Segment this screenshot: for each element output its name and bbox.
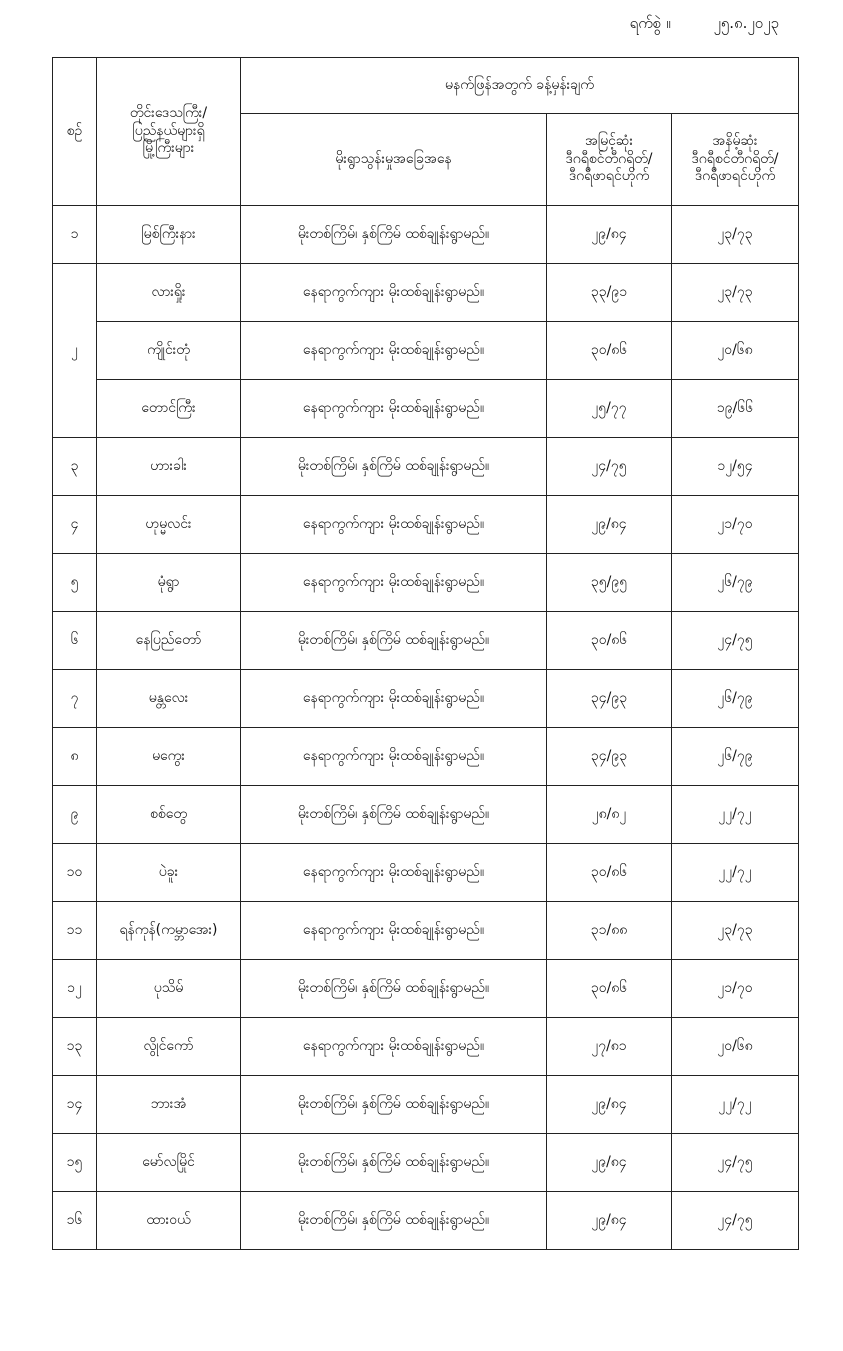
condition-cell: မိုးတစ်ကြိမ်၊ နှစ်ကြိမ် ထစ်ချုန်းရွာမည်။: [241, 960, 547, 1018]
condition-cell: မိုးတစ်ကြိမ်၊ နှစ်ကြိမ် ထစ်ချုန်းရွာမည်။: [241, 612, 547, 670]
condition-cell: နေရာကွက်ကျား မိုးထစ်ချုန်းရွာမည်။: [241, 1018, 547, 1076]
town-cell: ထားဝယ်: [97, 1192, 241, 1250]
min-temp-cell: ၂၀/၆၈: [672, 1018, 799, 1076]
table-row: [53, 844, 799, 902]
row-number: ၃: [53, 438, 97, 496]
table-row: [53, 1192, 799, 1250]
row-number: ၁၄: [53, 1076, 97, 1134]
row-number: ၁၆: [53, 1192, 97, 1250]
forecast-body: [53, 206, 799, 1250]
max-temp-cell: ၃၀/၈၆: [547, 612, 672, 670]
max-temp-cell: ၂၉/၈၄: [547, 1076, 672, 1134]
town-cell: မော်လမြိုင်: [97, 1134, 241, 1192]
table-row: [53, 322, 799, 380]
min-temp-cell: ၁၉/၆၆: [672, 380, 799, 438]
town-cell: မန္တလေး: [97, 670, 241, 728]
max-temp-cell: ၃၀/၈၆: [547, 960, 672, 1018]
row-number: ၁၃: [53, 1018, 97, 1076]
row-number: ၇: [53, 670, 97, 728]
row-number: ၉: [53, 786, 97, 844]
town-cell: ပဲခူး: [97, 844, 241, 902]
col-header-condition: မိုးရွာသွန်းမှုအခြေအနေ: [241, 114, 547, 206]
town-cell: ဘားအံ: [97, 1076, 241, 1134]
row-number: ၁: [53, 206, 97, 264]
col-header-min-line: ဒီဂရီဖာရင်ဟိုက်: [694, 168, 776, 185]
min-temp-cell: ၂၄/၇၅: [672, 1192, 799, 1250]
min-temp-cell: ၂၂/၇၂: [672, 1076, 799, 1134]
row-number: ၄: [53, 496, 97, 554]
min-temp-cell: ၂၆/၇၉: [672, 670, 799, 728]
max-temp-cell: ၂၇/၈၁: [547, 1018, 672, 1076]
col-header-town-line: တိုင်းဒေသကြီး/: [129, 105, 208, 122]
table-row: [53, 554, 799, 612]
town-cell: မြစ်ကြီးနား: [97, 206, 241, 264]
max-temp-cell: ၂၉/၈၄: [547, 496, 672, 554]
table-row: [53, 496, 799, 554]
condition-cell: နေရာကွက်ကျား မိုးထစ်ချုန်းရွာမည်။: [241, 264, 547, 322]
table-row: [53, 264, 799, 322]
min-temp-cell: ၁၂/၅၄: [672, 438, 799, 496]
min-temp-cell: ၂၆/၇၉: [672, 554, 799, 612]
condition-cell: နေရာကွက်ကျား မိုးထစ်ချုန်းရွာမည်။: [241, 902, 547, 960]
col-header-town: [97, 58, 241, 206]
town-cell: ရန်ကုန်(ကမ္ဘာအေး): [97, 902, 241, 960]
min-temp-cell: ၂၃/၇၃: [672, 206, 799, 264]
row-number: ၆: [53, 612, 97, 670]
group-header-forecast: မနက်ဖြန်အတွက် ခန့်မှန်းချက်: [241, 58, 799, 114]
condition-cell: မိုးတစ်ကြိမ်၊ နှစ်ကြိမ် ထစ်ချုန်းရွာမည်။: [241, 206, 547, 264]
table-row: [53, 438, 799, 496]
row-number: ၁၅: [53, 1134, 97, 1192]
condition-cell: နေရာကွက်ကျား မိုးထစ်ချုန်းရွာမည်။: [241, 380, 547, 438]
table-row: [53, 380, 799, 438]
max-temp-cell: ၃၄/၉၃: [547, 728, 672, 786]
min-temp-cell: ၂၂/၇၂: [672, 844, 799, 902]
col-header-town-line: ပြည်နယ်များရှိ: [132, 122, 205, 139]
max-temp-cell: ၂၉/၈၄: [547, 1134, 672, 1192]
condition-cell: နေရာကွက်ကျား မိုးထစ်ချုန်းရွာမည်။: [241, 322, 547, 380]
table-row: [53, 1134, 799, 1192]
table-row: [53, 786, 799, 844]
max-temp-cell: ၃၁/၈၈: [547, 902, 672, 960]
min-temp-cell: ၂၄/၇၅: [672, 612, 799, 670]
condition-cell: နေရာကွက်ကျား မိုးထစ်ချုန်းရွာမည်။: [241, 844, 547, 902]
row-number: ၁၂: [53, 960, 97, 1018]
min-temp-cell: ၂၂/၇၂: [672, 786, 799, 844]
row-number: ၁၁: [53, 902, 97, 960]
town-cell: မကွေး: [97, 728, 241, 786]
forecast-table: [52, 57, 799, 1250]
col-header-no: စဉ်: [53, 58, 97, 206]
max-temp-cell: ၃၅/၉၅: [547, 554, 672, 612]
table-row: [53, 1076, 799, 1134]
town-cell: ဟုမ္မလင်း: [97, 496, 241, 554]
condition-cell: မိုးတစ်ကြိမ်၊ နှစ်ကြိမ် ထစ်ချုန်းရွာမည်။: [241, 1076, 547, 1134]
condition-cell: နေရာကွက်ကျား မိုးထစ်ချုန်းရွာမည်။: [241, 670, 547, 728]
max-temp-cell: ၂၅/၇၇: [547, 380, 672, 438]
max-temp-cell: ၃၄/၉၃: [547, 670, 672, 728]
town-cell: လွိုင်ကော်: [97, 1018, 241, 1076]
table-row: [53, 960, 799, 1018]
table-row: [53, 206, 799, 264]
table-row: [53, 728, 799, 786]
col-header-max-line: ဒီဂရီဖာရင်ဟိုက်: [568, 168, 650, 185]
table-row: [53, 670, 799, 728]
town-cell: ပုသိမ်: [97, 960, 241, 1018]
col-header-max-line: ဒီဂရီစင်တီဂရိတ်/: [565, 150, 653, 167]
row-number: ၅: [53, 554, 97, 612]
town-cell: နေပြည်တော်: [97, 612, 241, 670]
table-row: [53, 1018, 799, 1076]
min-temp-cell: ၂၁/၇၀: [672, 960, 799, 1018]
town-cell: တောင်ကြီး: [97, 380, 241, 438]
date-label: ရက်စွဲ ။: [629, 14, 671, 32]
max-temp-cell: ၂၉/၈၄: [547, 1192, 672, 1250]
row-number: ၂: [53, 264, 97, 438]
max-temp-cell: ၃၃/၉၁: [547, 264, 672, 322]
max-temp-cell: ၂၈/၈၂: [547, 786, 672, 844]
max-temp-cell: ၃၀/၈၆: [547, 844, 672, 902]
town-cell: လားရှိုး: [97, 264, 241, 322]
col-header-max: [547, 114, 672, 206]
col-header-town-line: မြို့ကြီးများ: [142, 140, 195, 157]
town-cell: ကျိုင်းတုံ: [97, 322, 241, 380]
town-cell: ဟားခါး: [97, 438, 241, 496]
min-temp-cell: ၂၄/၇၅: [672, 1134, 799, 1192]
town-cell: မုံရွာ: [97, 554, 241, 612]
table-row: [53, 612, 799, 670]
max-temp-cell: ၂၄/၇၅: [547, 438, 672, 496]
min-temp-cell: ၂၃/၇၃: [672, 902, 799, 960]
condition-cell: နေရာကွက်ကျား မိုးထစ်ချုန်းရွာမည်။: [241, 554, 547, 612]
condition-cell: မိုးတစ်ကြိမ်၊ နှစ်ကြိမ် ထစ်ချုန်းရွာမည်။: [241, 1192, 547, 1250]
min-temp-cell: ၂၁/၇၀: [672, 496, 799, 554]
date-value: ၂၅.၈.၂၀၂၃: [713, 14, 779, 32]
table-row: [53, 902, 799, 960]
condition-cell: မိုးတစ်ကြိမ်၊ နှစ်ကြိမ် ထစ်ချုန်းရွာမည်။: [241, 1134, 547, 1192]
condition-cell: နေရာကွက်ကျား မိုးထစ်ချုန်းရွာမည်။: [241, 496, 547, 554]
condition-cell: မိုးတစ်ကြိမ်၊ နှစ်ကြိမ် ထစ်ချုန်းရွာမည်။: [241, 786, 547, 844]
col-header-min-line: အနိမ့်ဆုံး: [712, 133, 758, 150]
condition-cell: နေရာကွက်ကျား မိုးထစ်ချုန်းရွာမည်။: [241, 728, 547, 786]
col-header-max-line: အမြင့်ဆုံး: [584, 133, 634, 150]
col-header-min: [672, 114, 799, 206]
max-temp-cell: ၃၀/၈၆: [547, 322, 672, 380]
town-cell: စစ်တွေ: [97, 786, 241, 844]
row-number: ၁၀: [53, 844, 97, 902]
col-header-min-line: ဒီဂရီစင်တီဂရိတ်/: [691, 150, 779, 167]
min-temp-cell: ၂၆/၇၉: [672, 728, 799, 786]
date-line: [630, 14, 779, 36]
min-temp-cell: ၂၀/၆၈: [672, 322, 799, 380]
min-temp-cell: ၂၃/၇၃: [672, 264, 799, 322]
max-temp-cell: ၂၉/၈၄: [547, 206, 672, 264]
row-number: ၈: [53, 728, 97, 786]
condition-cell: မိုးတစ်ကြိမ်၊ နှစ်ကြိမ် ထစ်ချုန်းရွာမည်။: [241, 438, 547, 496]
